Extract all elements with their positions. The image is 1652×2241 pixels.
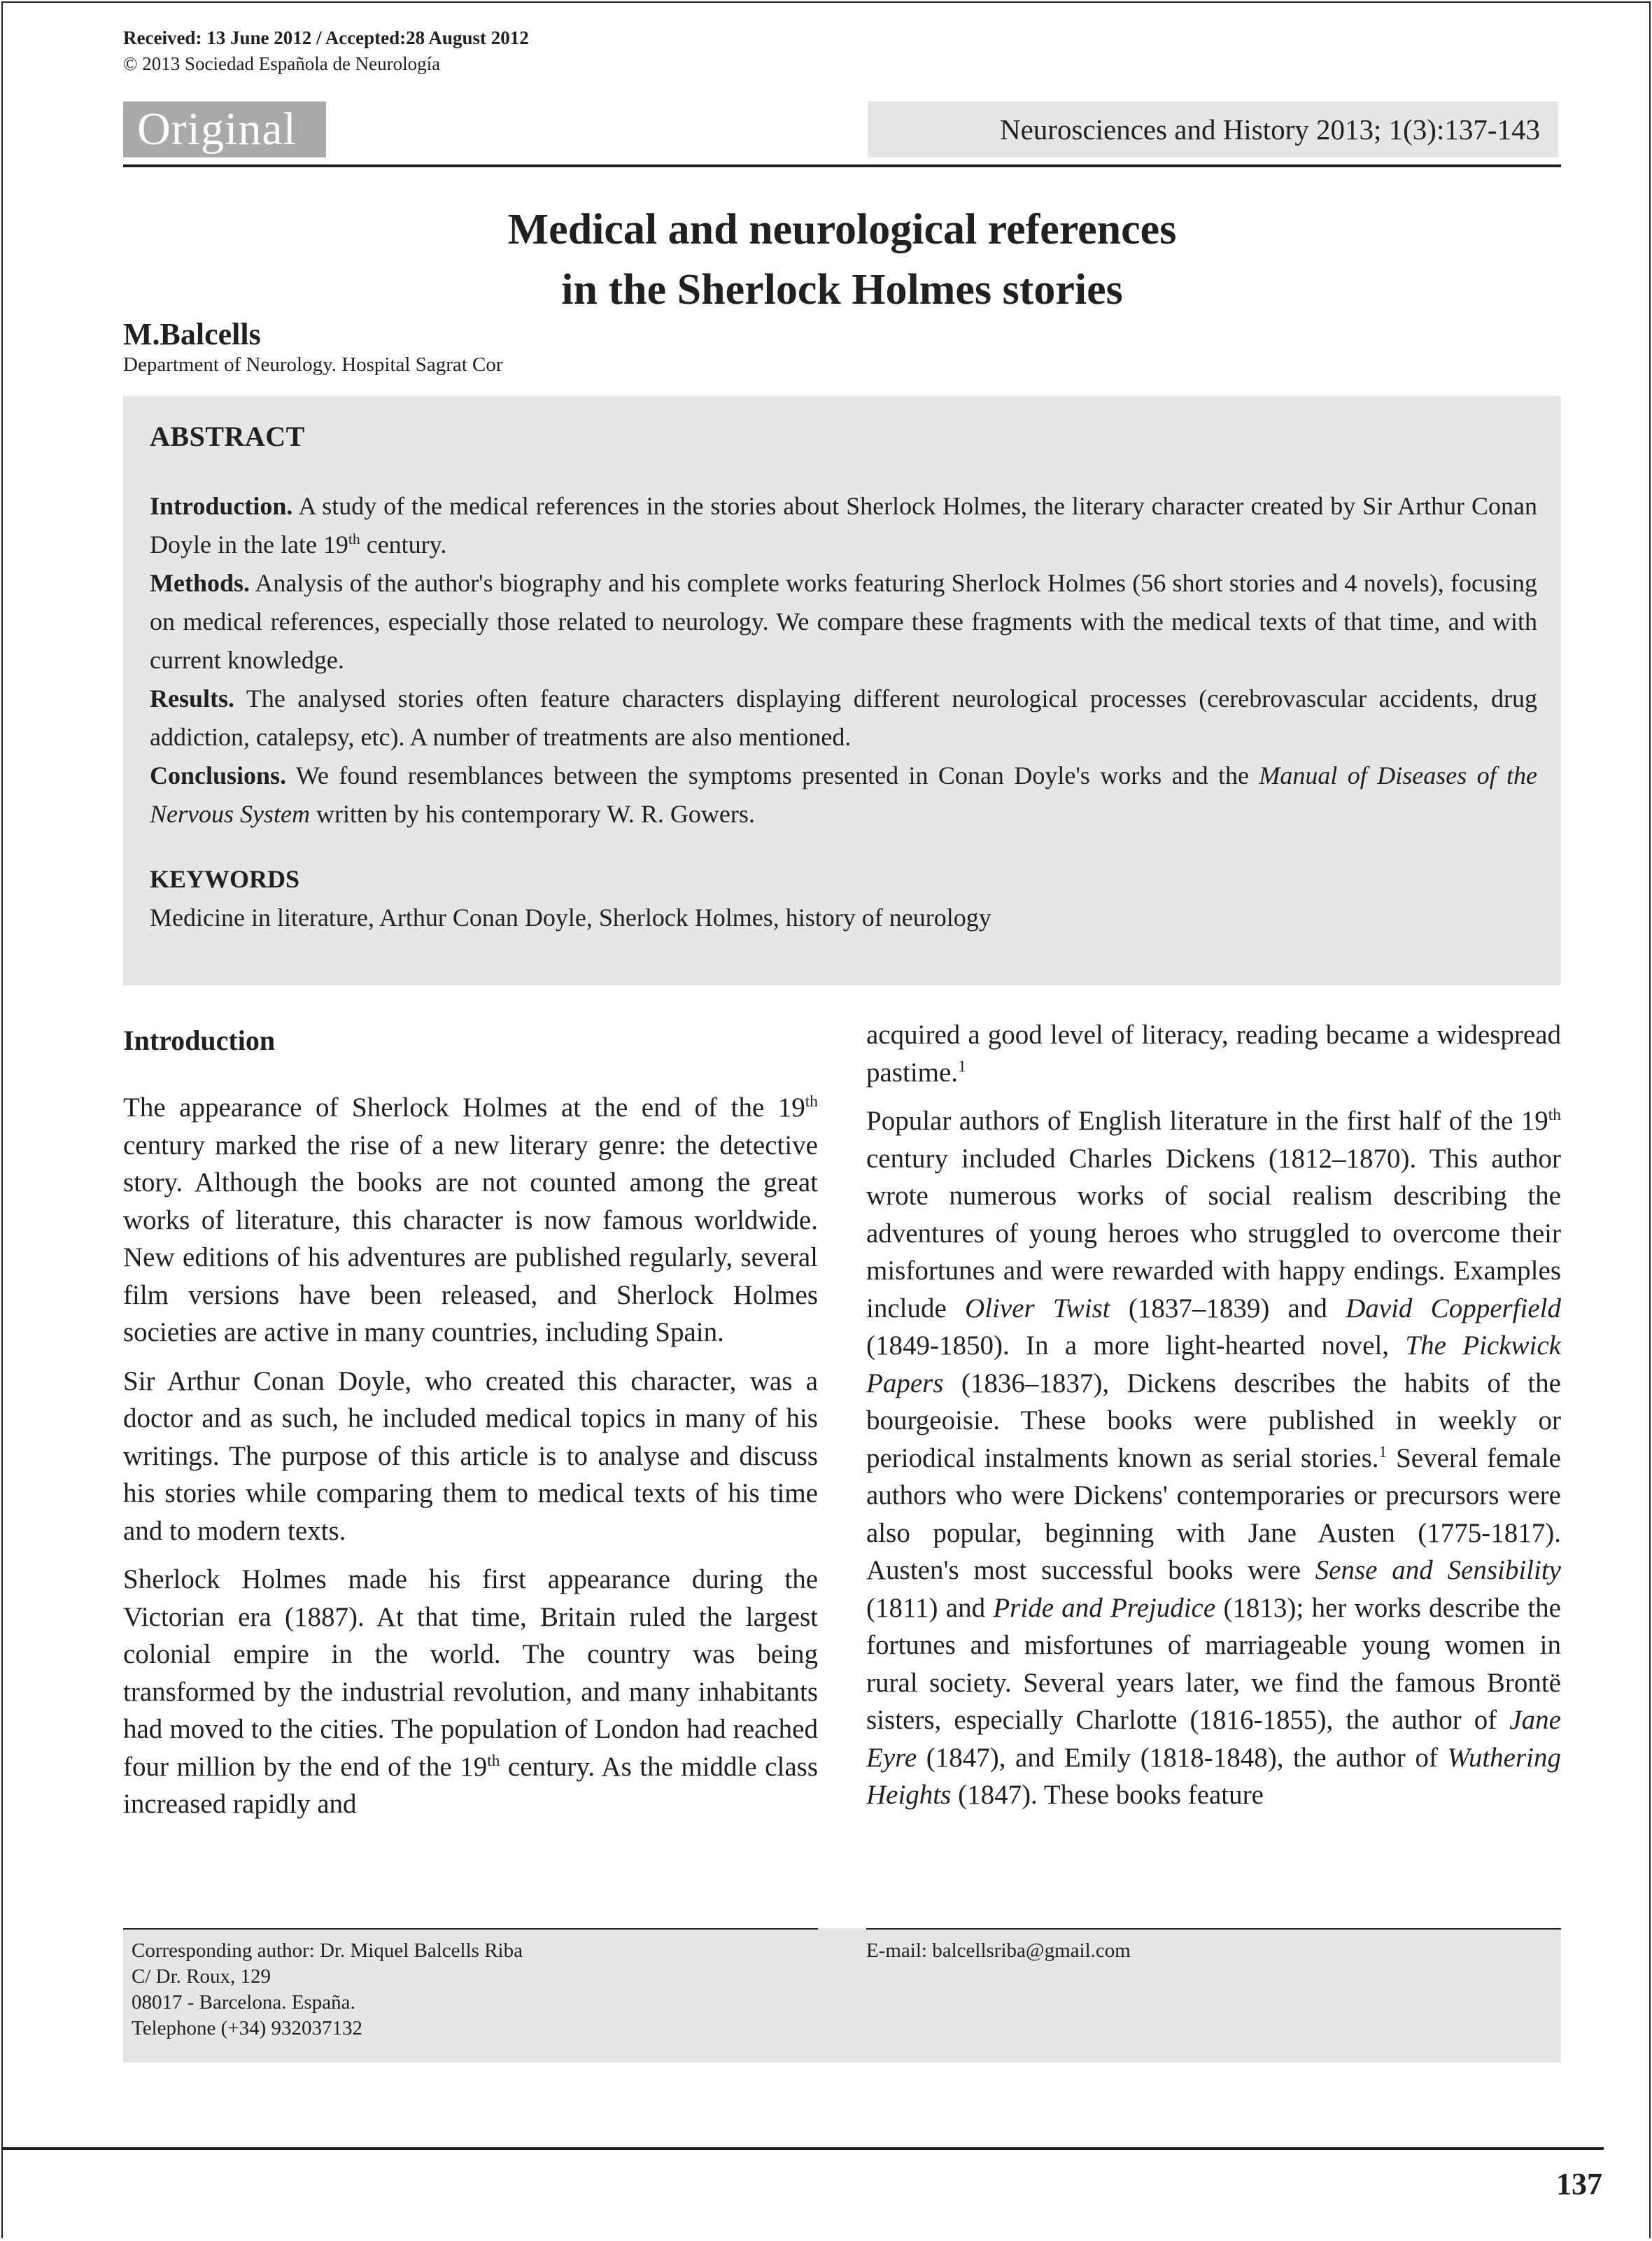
text-run: century. As the middle class increased rapidly and [123,1751,818,1819]
abstract-conclusions [150,757,1537,834]
book-title: Sense and Sensibility [1315,1555,1561,1585]
body-column-left [123,1016,818,1834]
citation-sup: 1 [958,1057,966,1076]
header-meta [123,25,529,77]
text-run: (1847). These books feature [951,1780,1264,1810]
abstract-conclusions-label: Conclusions. [150,761,287,789]
superscript: th [487,1751,500,1770]
superscript: th [805,1093,818,1111]
article-title [123,199,1561,320]
body-paragraph [866,1102,1561,1814]
journal-citation: Neurosciences and History 2013; 1(3):137-143 [868,101,1558,157]
book-title: Pride and Prejudice [993,1592,1216,1623]
header-divider [123,164,1561,167]
body-paragraph: Sir Arthur Conan Doyle, who created this character, was a doctor and as such, he included medical topics in many of his writings. The purpose of this article is to analyse and discuss his stories while comparing them to medical texts of his time and to modern texts. [123,1365,818,1546]
text-run: century marked the rise of a new literary genre: the detective story. Although the books are not counted among the great works of literature, this character is now famous worldwide. New editions of his adventures are published regularly, several film versions have been released, and Sherlock Holmes societies are active in many countries, including Spain. [123,1130,818,1347]
bottom-divider [1,2147,1604,2150]
correspondence-box [123,1928,1561,2063]
book-title: David Copperfield [1346,1293,1561,1323]
abstract-methods [150,564,1537,680]
text-run: acquired a good level of literacy, reading became a widespread pastime. [866,1020,1561,1088]
abstract-box [123,396,1561,985]
text-run: (1836–1837), Dickens describes the habits of the bourgeoisie. These books were published in weekly or periodical instalments known as serial stories. [866,1368,1561,1473]
corresponding-city: 08017 - Barcelona. España. [132,1991,355,2014]
corresponding-name: Corresponding author: Dr. Miquel Balcells Riba [132,1939,523,1962]
abstract-results-label: Results. [150,684,235,712]
abstract-intro-label: Introduction. [150,492,293,520]
title-line-1: Medical and neurological references [507,206,1177,253]
body-paragraph [123,1089,818,1351]
text-run: century included Charles Dickens (1812–1870). This author wrote numerous works of social realism describing the adventures of young heroes who struggled to overcome their misfortunes and were rewarded with happy endings. Examples include [866,1143,1561,1323]
abstract-conclusions-text-end: written by his contemporary W. R. Gowers. [309,800,755,828]
text-run: (1847), and Emily (1818-1848), the author of [917,1742,1448,1773]
text-run: (1811) and [866,1592,994,1623]
corresponding-street: C/ Dr. Roux, 129 [132,1965,271,1988]
abstract-conclusions-text: We found resemblances between the symptoms presented in Conan Doyle's works and the [286,761,1259,789]
author-name: M.Balcells [123,317,261,351]
abstract-results [150,680,1537,757]
body-paragraph [866,1016,1561,1091]
keywords-list: Medicine in literature, Arthur Conan Doyle, Sherlock Holmes, history of neurology [150,904,991,932]
superscript: th [1548,1106,1561,1124]
title-line-2: in the Sherlock Holmes stories [561,266,1123,314]
text-run: The appearance of Sherlock Holmes at the end of the 19 [123,1093,805,1123]
text-run: Sherlock Holmes made his first appearance during the Victorian era (1887). At that time, Britain ruled the largest colonial empire in the world. The country was being transformed by the industrial revolution, and many inhabitants had moved to the cities. The population of London had reached four million by the end of the 19 [123,1564,818,1782]
citation-sup: 1 [1378,1442,1388,1461]
abstract-methods-label: Methods. [150,569,250,597]
text-run: Several female authors who were Dickens' contemporaries or precursors were also popular, beginning with Jane Austen (1775-1817). Austen's most successful books were [866,1442,1561,1585]
corresponding-phone: Telephone (+34) 932037132 [132,2017,363,2039]
abstract-methods-text: Analysis of the author's biography and his complete works featuring Sherlock Holmes (56 short stories and 4 novels), focusing on medical references, especially those related to neurology. We compare these fragments with the medical texts of that time, and with current knowledge. [150,569,1537,674]
abstract-heading: ABSTRACT [150,421,305,452]
abstract-intro-text: A study of the medical references in the stories about Sherlock Holmes, the literary character created by Sir Arthur Conan Doyle in the late 19 [150,492,1537,559]
book-title: Oliver Twist [965,1293,1110,1323]
book-title: The Pickwick Papers [866,1330,1561,1398]
author-affiliation: Department of Neurology. Hospital Sagrat Cor [123,353,503,376]
text-run: (1837–1839) and [1110,1293,1346,1323]
book-title: Wuthering Heights [866,1742,1561,1810]
page-number: 137 [1556,2167,1602,2201]
book-title: Jane Eyre [866,1705,1561,1773]
abstract-intro-text-end: century. [360,531,447,559]
abstract-results-text: The analysed stories often feature characters displaying different neurological processes (cerebrovascular accidents, drug addiction, catalepsy, etc). A number of treatments are also mentioned. [150,684,1537,751]
text-run: (1849-1850). In a more light-hearted novel, [866,1330,1406,1361]
copyright: © 2013 Sociedad Española de Neurología [123,53,441,74]
section-tag: Original [123,101,326,157]
footer-divider-left [123,1928,818,1930]
abstract-intro-sup: th [348,531,360,547]
corresponding-email[interactable]: E-mail: balcellsriba@gmail.com [866,1939,1131,1962]
body-column-right [866,1016,1561,1825]
abstract-introduction [150,487,1537,564]
footer-divider-right [866,1928,1561,1930]
section-heading-introduction: Introduction [123,1025,276,1056]
received-dates: Received: 13 June 2012 / Accepted:28 August 2012 [123,27,529,48]
abstract-conclusions-italic: Manual of Diseases of the Nervous System [150,761,1537,828]
corresponding-author [132,1938,523,2042]
text-run: (1813); her works describe the fortunes and misfortunes of marriageable young women in rural society. Several years later, we find the famous Brontë sisters, especially Charlotte (1816-1855), the author of [866,1592,1561,1735]
keywords-heading: KEYWORDS [150,865,300,893]
body-paragraph [123,1561,818,1823]
text-run: Popular authors of English literature in the first half of the 19 [866,1106,1548,1136]
